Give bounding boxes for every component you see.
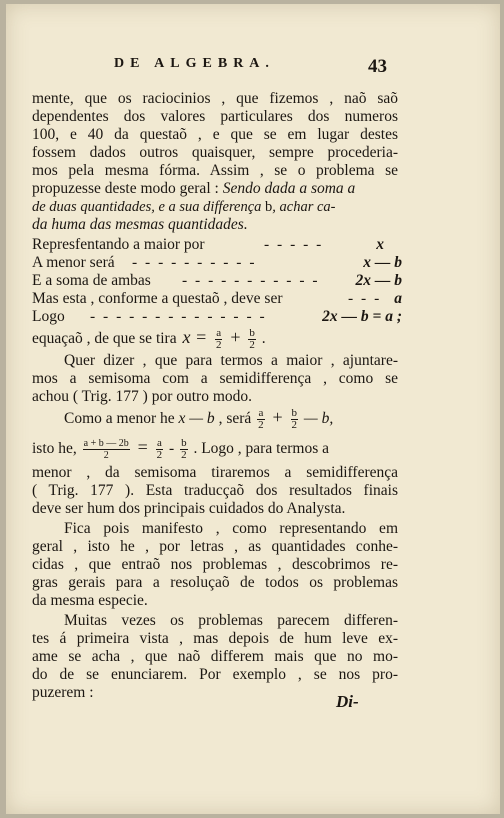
derivation-row — [32, 272, 402, 290]
row-value: x — [376, 236, 384, 253]
text-line: mos pela mesma fórma. Assim , se o problema se — [32, 162, 398, 179]
text-span: . — [261, 330, 266, 347]
text-line: cidas , que entraõ nos problemas , descobrimos re- — [32, 556, 398, 573]
text-line: dependentes dos valores particulares dos numeros — [32, 108, 398, 125]
row-value: 2x — b — [355, 272, 402, 289]
equation-line — [64, 404, 398, 430]
text-line: puzerem : — [32, 684, 94, 701]
fraction — [248, 328, 256, 351]
text-line: ame se acha , que naõ differem mais que no mo- — [32, 648, 398, 665]
row-leader: - - - - - — [264, 236, 324, 253]
row-label: E a soma de ambas — [32, 272, 151, 289]
numerator: a — [156, 436, 162, 449]
text-line: 100, e 40 da questaõ , e que se em lugar destes — [32, 126, 398, 143]
text-line: mos a semisoma com a semidifferença , como se — [32, 370, 398, 387]
row-leader: - - - — [348, 290, 382, 307]
text-line: deve ser hum dos principais cuidados do Analysta. — [32, 500, 346, 517]
text-line: gras gerais para a resoluçaõ de todos os problemas — [32, 574, 398, 591]
minus-sign: - — [169, 440, 175, 457]
text-line: Fica pois manifesto , como representando em — [64, 520, 398, 537]
text-span: Como a menor he — [64, 410, 175, 427]
row-label: A menor será — [32, 254, 115, 271]
catchword: Di- — [336, 692, 359, 711]
fraction — [156, 438, 164, 461]
text-line: fossem dados outros quaisquer, sempre procederia- — [32, 144, 398, 161]
derivation-row — [32, 254, 402, 272]
row-value: 2x — b = a ; — [322, 308, 402, 325]
numerator: a — [258, 406, 264, 419]
text-line: tes á primeira vista , mas depois de hum leve ex- — [32, 630, 398, 647]
text-line: do de se enunciarem. Por exemplo , se nos pro- — [32, 666, 398, 683]
denominator: 2 — [215, 338, 222, 351]
math-term: — b, — [303, 410, 334, 427]
page-header — [6, 54, 500, 82]
text-line: achou ( Trig. 177 ) por outro modo. — [32, 388, 253, 405]
row-leader: - - - - - - - - - - - — [182, 272, 320, 289]
text-line — [32, 216, 398, 234]
plus-sign: + — [272, 407, 283, 427]
numerator: a + b — 2b — [83, 437, 129, 449]
fraction — [257, 408, 265, 431]
numerator: a — [216, 326, 222, 339]
fraction — [215, 328, 223, 351]
fraction — [291, 408, 299, 431]
text-span: . Logo , para termos a — [193, 440, 330, 457]
text-span: , será — [218, 410, 252, 427]
math-term: x — b — [178, 410, 215, 427]
numerator: b — [249, 326, 255, 339]
equation-line — [32, 432, 398, 462]
italic-span: de duas quantidades, e a sua differença — [32, 199, 262, 215]
numerator: b — [291, 406, 298, 419]
fraction — [180, 438, 188, 461]
text-span: b — [265, 199, 273, 215]
running-title: DE ALGEBRA. — [114, 56, 275, 71]
text-line: Muitas vezes os problemas parecem differen- — [64, 612, 398, 629]
text-line — [32, 198, 398, 216]
denominator: 2 — [156, 448, 163, 461]
denominator: 2 — [249, 338, 255, 351]
row-label: Represfentando a maior por — [32, 236, 205, 253]
row-leader: - - - - - - - - - - — [132, 254, 257, 271]
row-label: Logo — [32, 308, 65, 325]
text-span: propuzesse deste modo geral : — [32, 180, 219, 197]
text-line: da mesma especie. — [32, 592, 148, 609]
denominator: 2 — [181, 448, 187, 461]
plus-sign: + — [230, 327, 241, 347]
text-line: geral , isto he , por letras , as quantidades conhe- — [32, 538, 398, 555]
fraction — [83, 438, 130, 461]
row-value: x — b — [363, 254, 402, 271]
italic-span: Sendo dada a soma a — [222, 180, 356, 197]
equation-line — [32, 324, 398, 350]
denominator: 2 — [103, 449, 109, 461]
denominator: 2 — [291, 418, 298, 431]
text-line — [32, 180, 398, 198]
derivation-row — [32, 236, 402, 254]
derivation-row — [32, 290, 402, 308]
italic-span: , achar ca- — [272, 199, 336, 215]
book-page — [6, 4, 500, 814]
text-line: mente, que os raciocinios , que fizemos , naõ saõ — [32, 90, 398, 107]
page-number: 43 — [368, 56, 387, 77]
math-term: x = — [182, 327, 208, 347]
text-span: isto he, — [32, 440, 77, 457]
numerator: b — [181, 436, 187, 449]
equals-sign: = — [137, 437, 148, 457]
text-span: equaçaõ , de que se tira — [32, 330, 177, 347]
row-leader: - - - - - - - - - - - - - - — [90, 308, 267, 325]
row-label: Mas esta , conforme a questaõ , deve ser — [32, 290, 283, 307]
text-line: menor , da semisoma tiraremos a semidifferença — [32, 464, 398, 481]
denominator: 2 — [258, 418, 264, 431]
row-value: a — [394, 290, 402, 307]
text-line: ( Trig. 177 ). Esta traducçaõ dos resultados finais — [32, 482, 398, 499]
italic-span: da huma das mesmas quantidades. — [32, 216, 248, 233]
text-line: Quer dizer , que para termos a maior , ajuntare- — [64, 352, 398, 369]
